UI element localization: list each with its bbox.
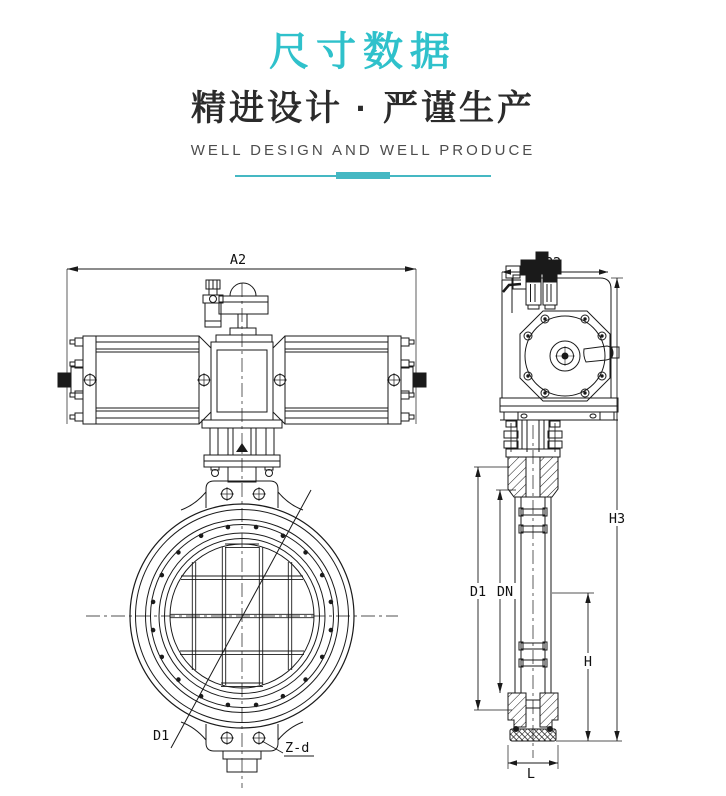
side-view-drawing xyxy=(466,252,630,782)
dim-label-d1-front: D1 xyxy=(153,728,170,744)
dim-label-h3: H3 xyxy=(608,511,626,527)
dim-label-zd: Z-d xyxy=(285,740,310,756)
dim-label-h: H xyxy=(583,654,593,670)
front-dim-a2 xyxy=(67,252,416,424)
page-tagline-en: WELL DESIGN AND WELL PRODUCE xyxy=(190,141,536,159)
page-title: 尺寸数据 xyxy=(269,30,457,74)
dim-label-a2: A2 xyxy=(229,252,247,268)
page-subtitle: 精进设计 · 严谨生产 xyxy=(190,89,536,128)
dim-label-dn: DN xyxy=(496,584,514,600)
dim-label-l: L xyxy=(526,766,536,782)
dim-label-d1-side: D1 xyxy=(469,584,487,600)
front-labels xyxy=(153,728,314,756)
front-view-drawing xyxy=(58,252,426,788)
side-dim-h xyxy=(552,593,597,741)
side-valve-body xyxy=(508,497,622,741)
front-limit-switch xyxy=(203,280,272,342)
